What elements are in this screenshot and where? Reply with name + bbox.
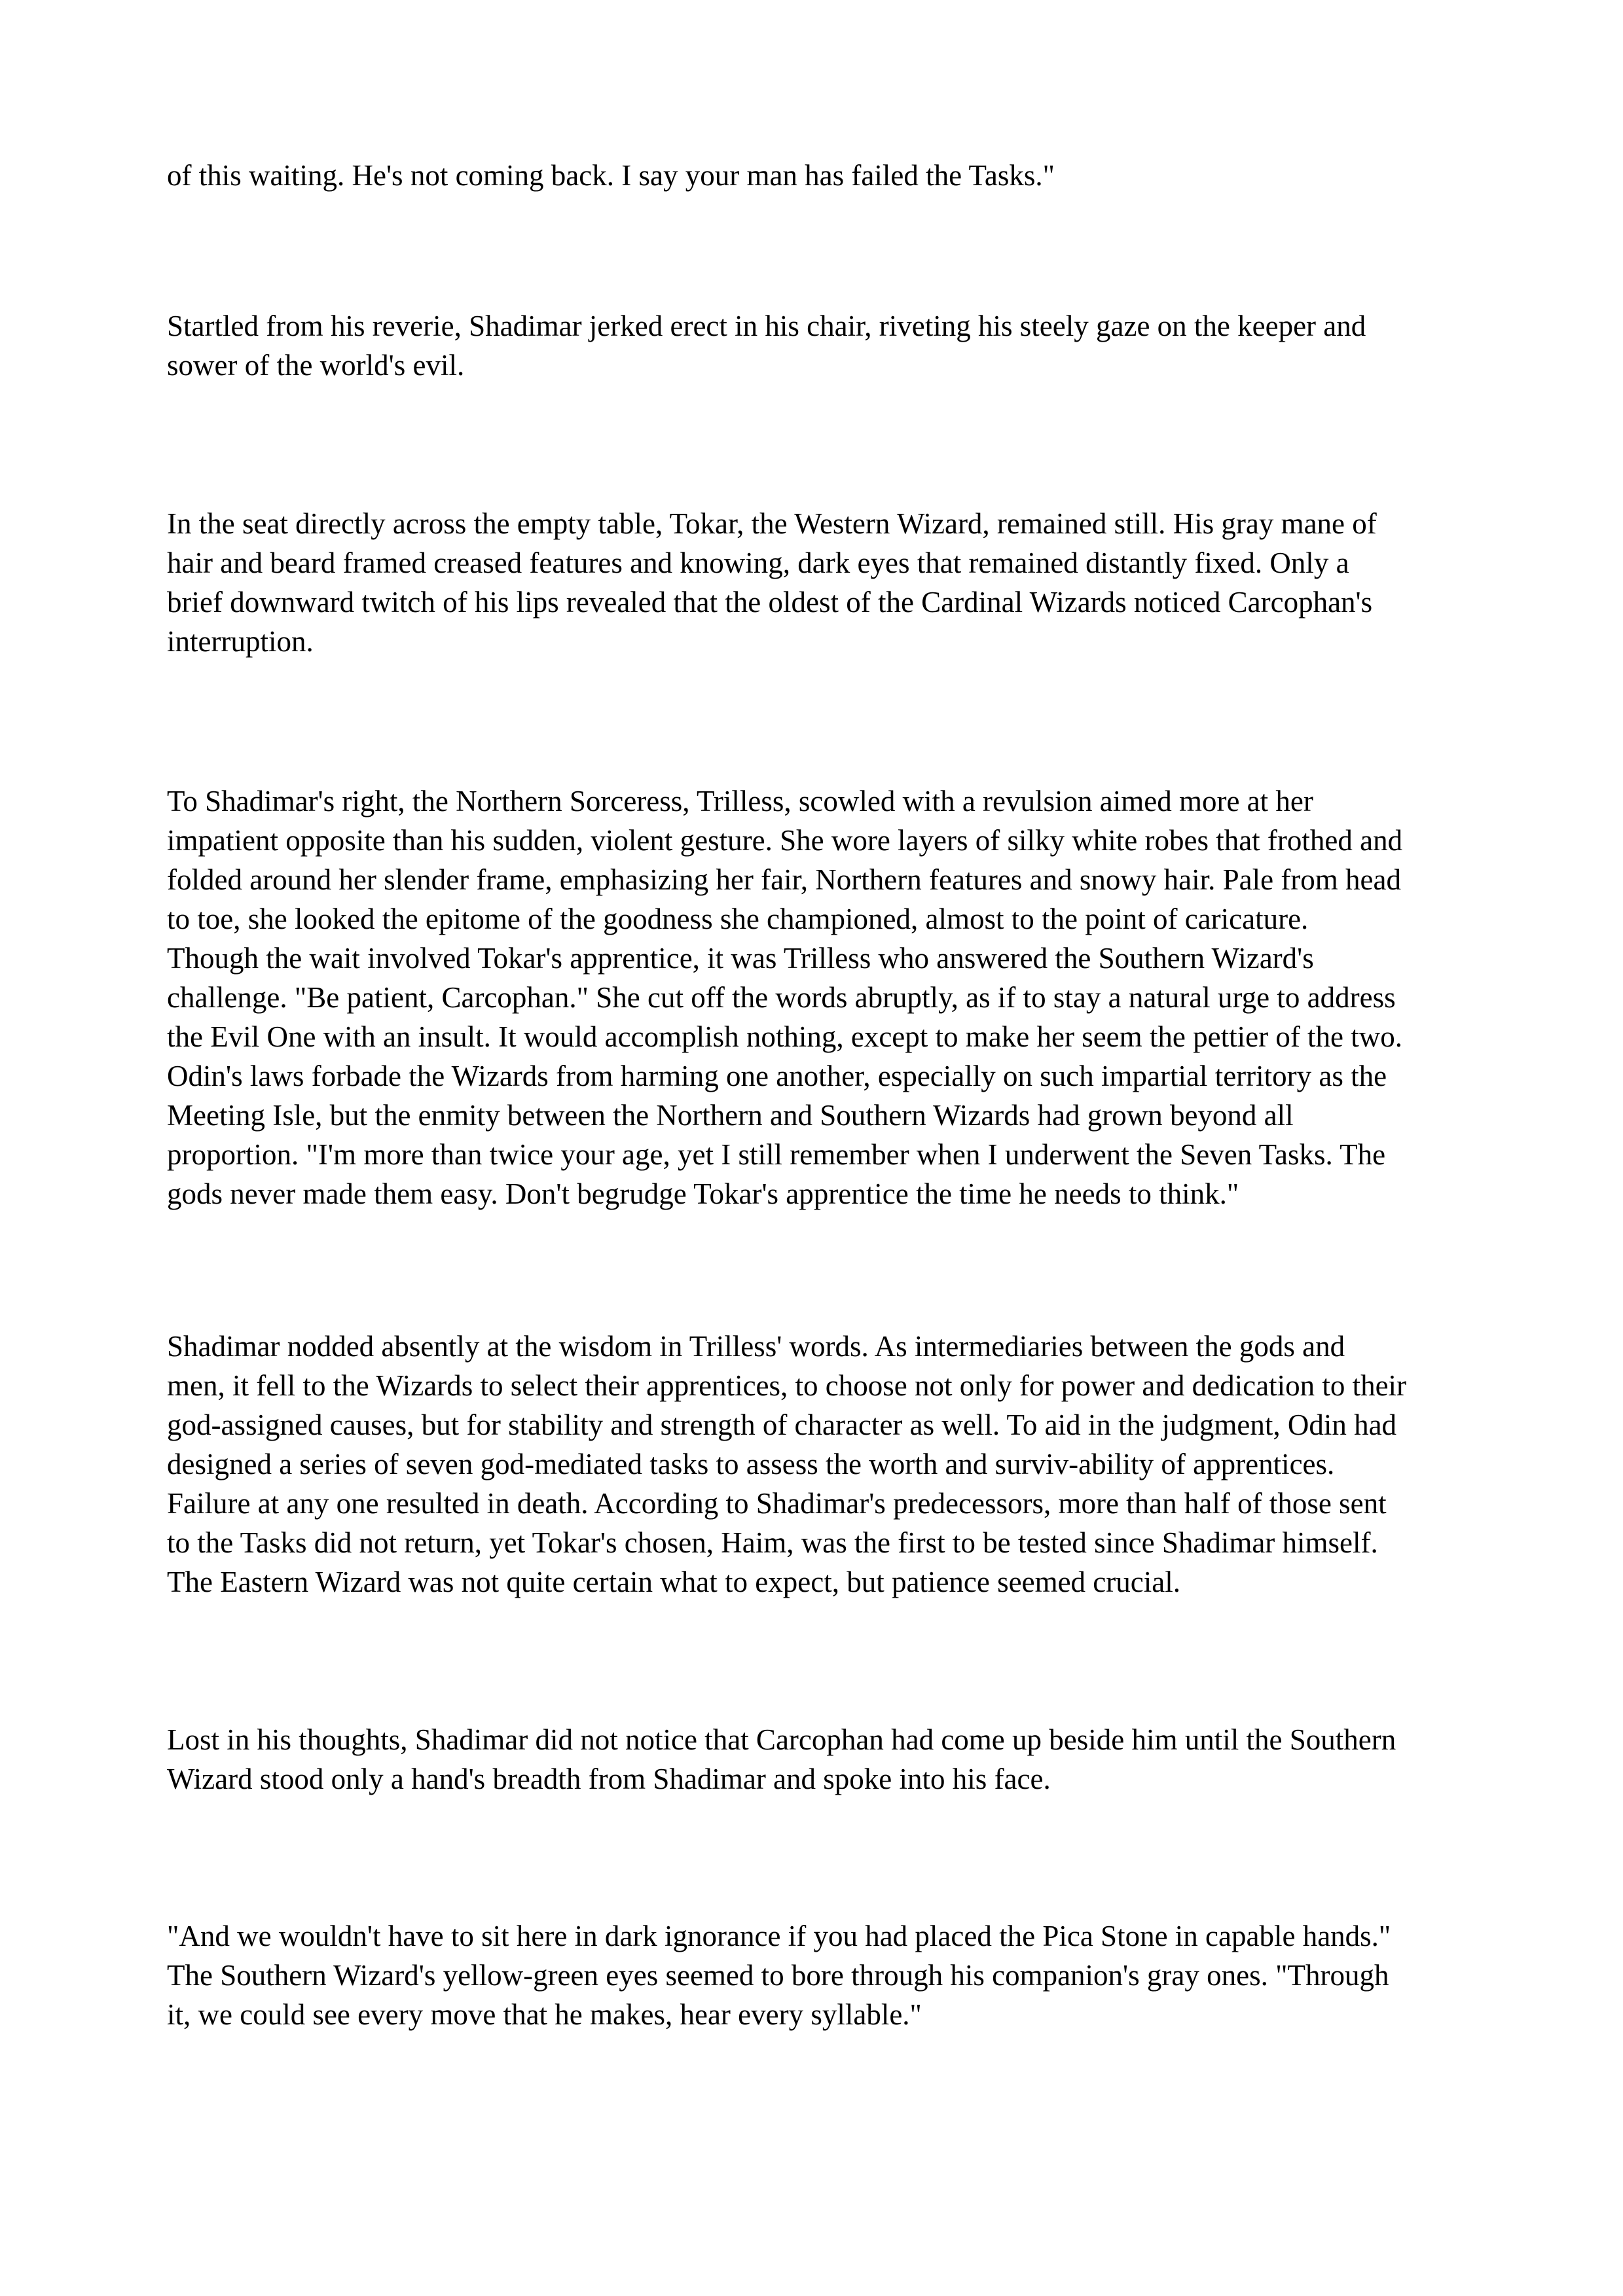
paragraph-1 [167,156,1476,195]
paragraph-line: Shadimar nodded absently at the wisdom in Trilless' words. As intermediaries between the gods and [167,1330,1345,1363]
paragraph-line: impatient opposite than his sudden, violent gesture. She wore layers of silky white robes that frothed and [167,824,1403,857]
paragraph-line: Though the wait involved Tokar's apprentice, it was Trilless who answered the Southern Wizard's [167,942,1314,975]
paragraph-line: god-assigned causes, but for stability and strength of character as well. To aid in the judgment, Odin had [167,1408,1397,1441]
paragraph-line: to the Tasks did not return, yet Tokar's chosen, Haim, was the first to be tested since Shadimar himself. [167,1526,1378,1559]
paragraph-4 [167,781,1476,1213]
paragraph-line: it, we could see every move that he makes, hear every syllable." [167,1998,922,2031]
paragraph-line: to toe, she looked the epitome of the goodness she championed, almost to the point of caricature. [167,903,1309,935]
paragraph-line: folded around her slender frame, emphasizing her fair, Northern features and snowy hair. Pale from head [167,863,1401,896]
paragraph-7 [167,1916,1476,2034]
paragraph-2 [167,306,1476,385]
paragraph-3 [167,504,1476,661]
paragraph-line: interruption. [167,625,314,658]
paragraph-line: designed a series of seven god-mediated tasks to assess the worth and surviv-ability of apprentices. [167,1448,1335,1480]
paragraph-line: Failure at any one resulted in death. According to Shadimar's predecessors, more than half of those sent [167,1487,1387,1520]
paragraph-line: hair and beard framed creased features and knowing, dark eyes that remained distantly fixed. Only a [167,547,1349,579]
paragraph-line: gods never made them easy. Don't begrudge Tokar's apprentice the time he needs to think." [167,1177,1239,1210]
paragraph-6 [167,1720,1476,1799]
paragraph-line: men, it fell to the Wizards to select their apprentices, to choose not only for power and dedication to their [167,1369,1407,1402]
paragraph-line: Lost in his thoughts, Shadimar did not notice that Carcophan had come up beside him until the Southern [167,1723,1396,1756]
paragraph-line: Wizard stood only a hand's breadth from Shadimar and spoke into his face. [167,1763,1051,1795]
paragraph-line: brief downward twitch of his lips revealed that the oldest of the Cardinal Wizards noticed Carcophan's [167,586,1373,619]
paragraph-line: The Southern Wizard's yellow-green eyes seemed to bore through his companion's gray ones. "Through [167,1959,1389,1992]
paragraph-line: The Eastern Wizard was not quite certain what to expect, but patience seemed crucial. [167,1566,1180,1598]
paragraph-line: sower of the world's evil. [167,349,465,382]
paragraph-line: Meeting Isle, but the enmity between the Northern and Southern Wizards had grown beyond all [167,1099,1294,1132]
paragraph-line: the Evil One with an insult. It would accomplish nothing, except to make her seem the pettier of the two. [167,1020,1403,1053]
paragraph-line: Odin's laws forbade the Wizards from harming one another, especially on such impartial territory as the [167,1060,1387,1092]
paragraph-5 [167,1327,1476,1602]
paragraph-line: "And we wouldn't have to sit here in dark ignorance if you had placed the Pica Stone in capable hands." [167,1920,1391,1952]
paragraph-line: In the seat directly across the empty table, Tokar, the Western Wizard, remained still. His gray mane of [167,507,1377,540]
paragraph-line: of this waiting. He's not coming back. I say your man has failed the Tasks." [167,159,1055,192]
paragraph-line: Startled from his reverie, Shadimar jerked erect in his chair, riveting his steely gaze on the keeper and [167,310,1366,342]
paragraph-line: To Shadimar's right, the Northern Sorceress, Trilless, scowled with a revulsion aimed more at her [167,785,1313,817]
paragraph-line: challenge. "Be patient, Carcophan." She cut off the words abruptly, as if to stay a natural urge to address [167,981,1396,1014]
paragraph-line: proportion. "I'm more than twice your age, yet I still remember when I underwent the Seven Tasks. The [167,1138,1386,1171]
